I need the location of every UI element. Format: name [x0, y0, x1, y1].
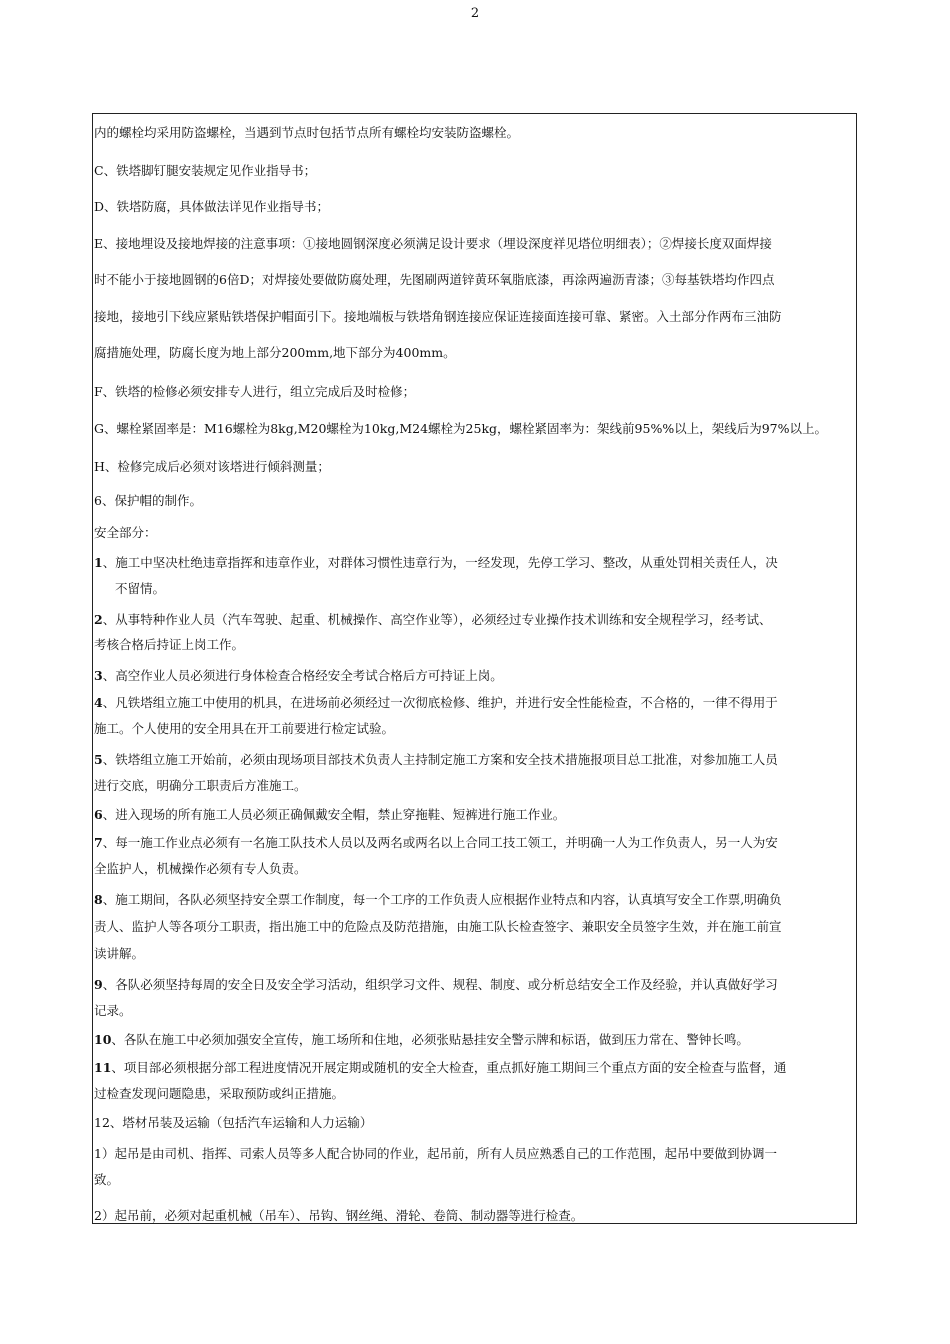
list-item-continuation: 记录。: [94, 1003, 132, 1018]
paragraph: E、接地埋设及接地焊接的注意事项：①接地圆钢深度必须满足设计要求（埋设深度祥见塔位明细表）；②焊接长度双面焊接: [94, 236, 772, 251]
item-number: 11: [94, 1060, 112, 1075]
list-item-continuation: 考核合格后持证上岗工作。: [94, 637, 245, 652]
list-item: [93, 891, 856, 908]
item-text: 、从事特种作业人员（汽车驾驶、起重、机械操作、高空作业等），必须经过专业操作技术训练和安全规程学习，经考试、: [102, 612, 772, 627]
list-item-continuation: 全监护人，机械操作必须有专人负责。: [94, 861, 307, 876]
paragraph: 1）起吊是由司机、指挥、司索人员等多人配合协同的作业，起吊前，所有人员应熟悉自己的工作范围，起吊中要做到协调一: [94, 1146, 777, 1161]
item-number: 10: [94, 1032, 112, 1047]
page-number: 2: [470, 6, 480, 21]
item-number: 9: [94, 977, 103, 992]
item-text: 、施工中坚决杜绝违章指挥和违章作业，对群体习惯性违章行为，一经发现，先停工学习、整改，从重处罚相关责任人，决: [102, 555, 778, 570]
list-item: [93, 554, 856, 571]
item-text: 、高空作业人员必须进行身体检查合格经安全考试合格后方可持证上岗。: [102, 668, 503, 683]
paragraph: 接地，接地引下线应紧贴铁塔保护帽面引下。接地端板与铁塔角钢连接应保证连接面连接可靠、紧密。入土部分作两布三油防: [94, 309, 782, 324]
item-number: 1: [94, 555, 103, 570]
paragraph: G、螺栓紧固率是：M16螺栓为8kg,M20螺栓为10kg,M24螺栓为25kg，螺栓紧固率为：架线前95%%以上，架线后为97%以上。: [94, 421, 827, 436]
list-item-continuation: 责人、监护人等各项分工职责，指出施工中的危险点及防范措施，由施工队长检查签字、兼职安全员签字生效，并在施工前宣: [94, 919, 782, 934]
list-item-continuation: 读讲解。: [94, 946, 145, 961]
item-number: 5: [94, 752, 103, 767]
paragraph: D、铁塔防腐，具体做法详见作业指导书；: [94, 199, 330, 214]
paragraph: 时不能小于接地圆钢的6倍D；对焊接处要做防腐处理，先图刷两道锌黄环氧脂底漆，再涂两遍沥青漆；③每基铁塔均作四点: [94, 272, 775, 287]
list-item: [93, 1031, 856, 1048]
list-item: [93, 751, 856, 768]
item-text: 、凡铁塔组立施工中使用的机具，在进场前必须经过一次彻底检修、维护，并进行安全性能检查，不合格的，一律不得用于: [102, 695, 778, 710]
content-frame: [92, 113, 857, 1224]
list-item-continuation: 过检查发现问题隐患，采取预防或纠正措施。: [94, 1086, 345, 1101]
paragraph: 6、保护帽的制作。: [94, 493, 202, 508]
list-item-continuation: 不留情。: [115, 581, 166, 596]
item-text: 、施工期间，各队必须坚持安全票工作制度，每一个工序的工作负责人应根据作业特点和内容，认真填写安全工作票,明确负: [102, 892, 782, 907]
item-text: 、每一施工作业点必须有一名施工队技术人员以及两名或两名以上合同工技工领工，并明确一人为工作负责人，另一人为安: [102, 835, 778, 850]
list-item-continuation: 进行交底，明确分工职责后方准施工。: [94, 778, 307, 793]
list-item: [93, 611, 856, 628]
paragraph: C、铁塔脚钉腿安装规定见作业指导书；: [94, 163, 317, 178]
paragraph: 内的螺栓均采用防盗螺栓，当遇到节点时包括节点所有螺栓均安装防盗螺栓。: [94, 125, 520, 140]
paragraph: 12、塔材吊装及运输（包括汽车运输和人力运输）: [94, 1115, 373, 1130]
paragraph: 腐措施处理，防腐长度为地上部分200mm,地下部分为400mm。: [94, 345, 456, 360]
item-text: 、各队在施工中必须加强安全宣传，施工场所和住地，必须张贴悬挂安全警示牌和标语，做到压力常在、警钟长鸣。: [111, 1032, 749, 1047]
item-text: 、进入现场的所有施工人员必须正确佩戴安全帽，禁止穿拖鞋、短裤进行施工作业。: [102, 807, 566, 822]
safety-heading: 安全部分：: [94, 525, 157, 540]
list-item-continuation: 施工。个人使用的安全用具在开工前要进行检定试验。: [94, 721, 395, 736]
item-number: 3: [94, 668, 103, 683]
paragraph: F、铁塔的检修必须安排专人进行，组立完成后及时检修；: [94, 384, 416, 399]
item-number: 6: [94, 807, 103, 822]
item-number: 4: [94, 695, 103, 710]
item-text: 、各队必须坚持每周的安全日及安全学习活动，组织学习文件、规程、制度、或分析总结安全工作及经验，并认真做好学习: [102, 977, 778, 992]
item-number: 8: [94, 892, 103, 907]
list-item: [93, 806, 856, 823]
item-number: 2: [94, 612, 103, 627]
list-item: [93, 834, 856, 851]
item-text: 、项目部必须根据分部工程进度情况开展定期或随机的安全大检查，重点抓好施工期间三个重点方面的安全检查与监督，通: [111, 1060, 787, 1075]
paragraph: 2）起吊前，必须对起重机械（吊车）、吊钩、钢丝绳、滑轮、卷筒、制动器等进行检查。: [94, 1208, 584, 1223]
paragraph: 致。: [94, 1172, 120, 1187]
list-item: [93, 694, 856, 711]
list-item: [93, 1059, 856, 1076]
list-item: [93, 976, 856, 993]
item-number: 7: [94, 835, 103, 850]
item-text: 、铁塔组立施工开始前，必须由现场项目部技术负责人主持制定施工方案和安全技术措施报项目总工批准，对参加施工人员: [102, 752, 778, 767]
paragraph: H、检修完成后必须对该塔进行倾斜测量；: [94, 459, 330, 474]
list-item: [93, 667, 856, 684]
